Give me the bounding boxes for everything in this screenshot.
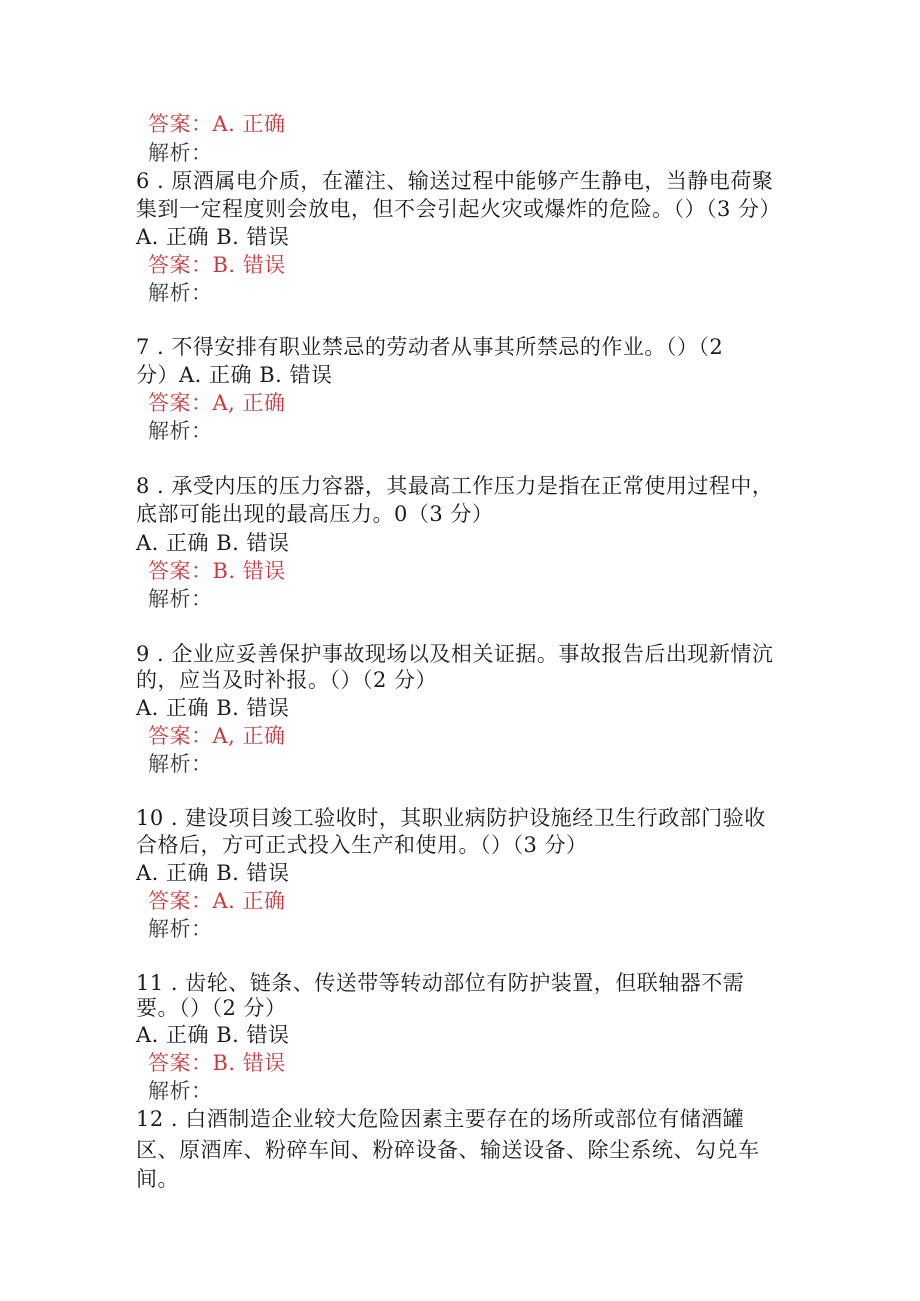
question-9-analysis: 解析： [148,752,213,776]
question-11-options: A. 正确 B. 错误 [136,1023,290,1047]
question-10-analysis: 解析： [148,917,213,941]
question-6-analysis: 解析： [148,281,213,305]
question-9-line-1: 9 . 企业应妥善保护事故现场以及相关证据。事故报告后出现新情沆 [136,642,774,666]
question-7-line-2: 分）A. 正确 B. 错误 [136,363,333,387]
answer-text: 答案：A. 正确 [148,112,286,136]
question-8-options: A. 正确 B. 错误 [136,531,290,555]
question-10-answer: 答案：A. 正确 [148,889,286,913]
question-6-line-1: 6 . 原酒属电介质，在灌注、输送过程中能够产生静电，当静电荷聚 [136,169,774,193]
question-9-options: A. 正确 B. 错误 [136,696,290,720]
question-8-line-1: 8 . 承受内压的压力容器，其最高工作压力是指在正常使用过程中， [136,474,774,498]
analysis-label: 解析： [148,141,213,165]
question-8-answer: 答案：B. 错误 [148,559,286,583]
question-8-analysis: 解析： [148,587,213,611]
question-7-analysis: 解析： [148,419,213,443]
question-11-analysis: 解析： [148,1079,213,1103]
question-7-answer: 答案：A, 正确 [148,391,286,415]
question-6-options: A. 正确 B. 错误 [136,225,290,249]
question-8-line-2: 底部可能出现的最高压力。0（3 分） [136,502,494,526]
question-11-line-2: 要。（）（2 分） [136,996,287,1020]
question-10-line-1: 10 . 建设项目竣工验收时，其职业病防护设施经卫生行政部门验收 [136,806,766,830]
question-12-line-2: 区、原酒库、粉碎车间、粉碎设备、输送设备、除尘系统、勾兑车 [136,1138,760,1162]
question-7-line-1: 7 . 不得安排有职业禁忌的劳动者从事其所禁忌的作业。（）（2 [136,335,724,359]
question-12-line-1: 12 . 白酒制造企业较大危险因素主要存在的场所或部位有储酒罐 [136,1107,745,1131]
question-10-line-2: 合格后，方可正式投入生产和使用。（）（3 分） [136,833,588,857]
question-9-answer: 答案：A, 正确 [148,724,286,748]
question-6-answer: 答案：B. 错误 [148,253,286,277]
question-11-line-1: 11 . 齿轮、链条、传送带等转动部位有防护装置，但联轴器不需 [136,971,745,995]
question-6-line-2: 集到一定程度则会放电，但不会引起火灾或爆炸的危险。（）（3 分） [136,197,782,221]
question-9-line-2: 的，应当及时补报。（）（2 分） [136,668,438,692]
question-11-answer: 答案：B. 错误 [148,1051,286,1075]
question-12-line-3: 间。 [136,1167,179,1191]
question-10-options: A. 正确 B. 错误 [136,861,290,885]
